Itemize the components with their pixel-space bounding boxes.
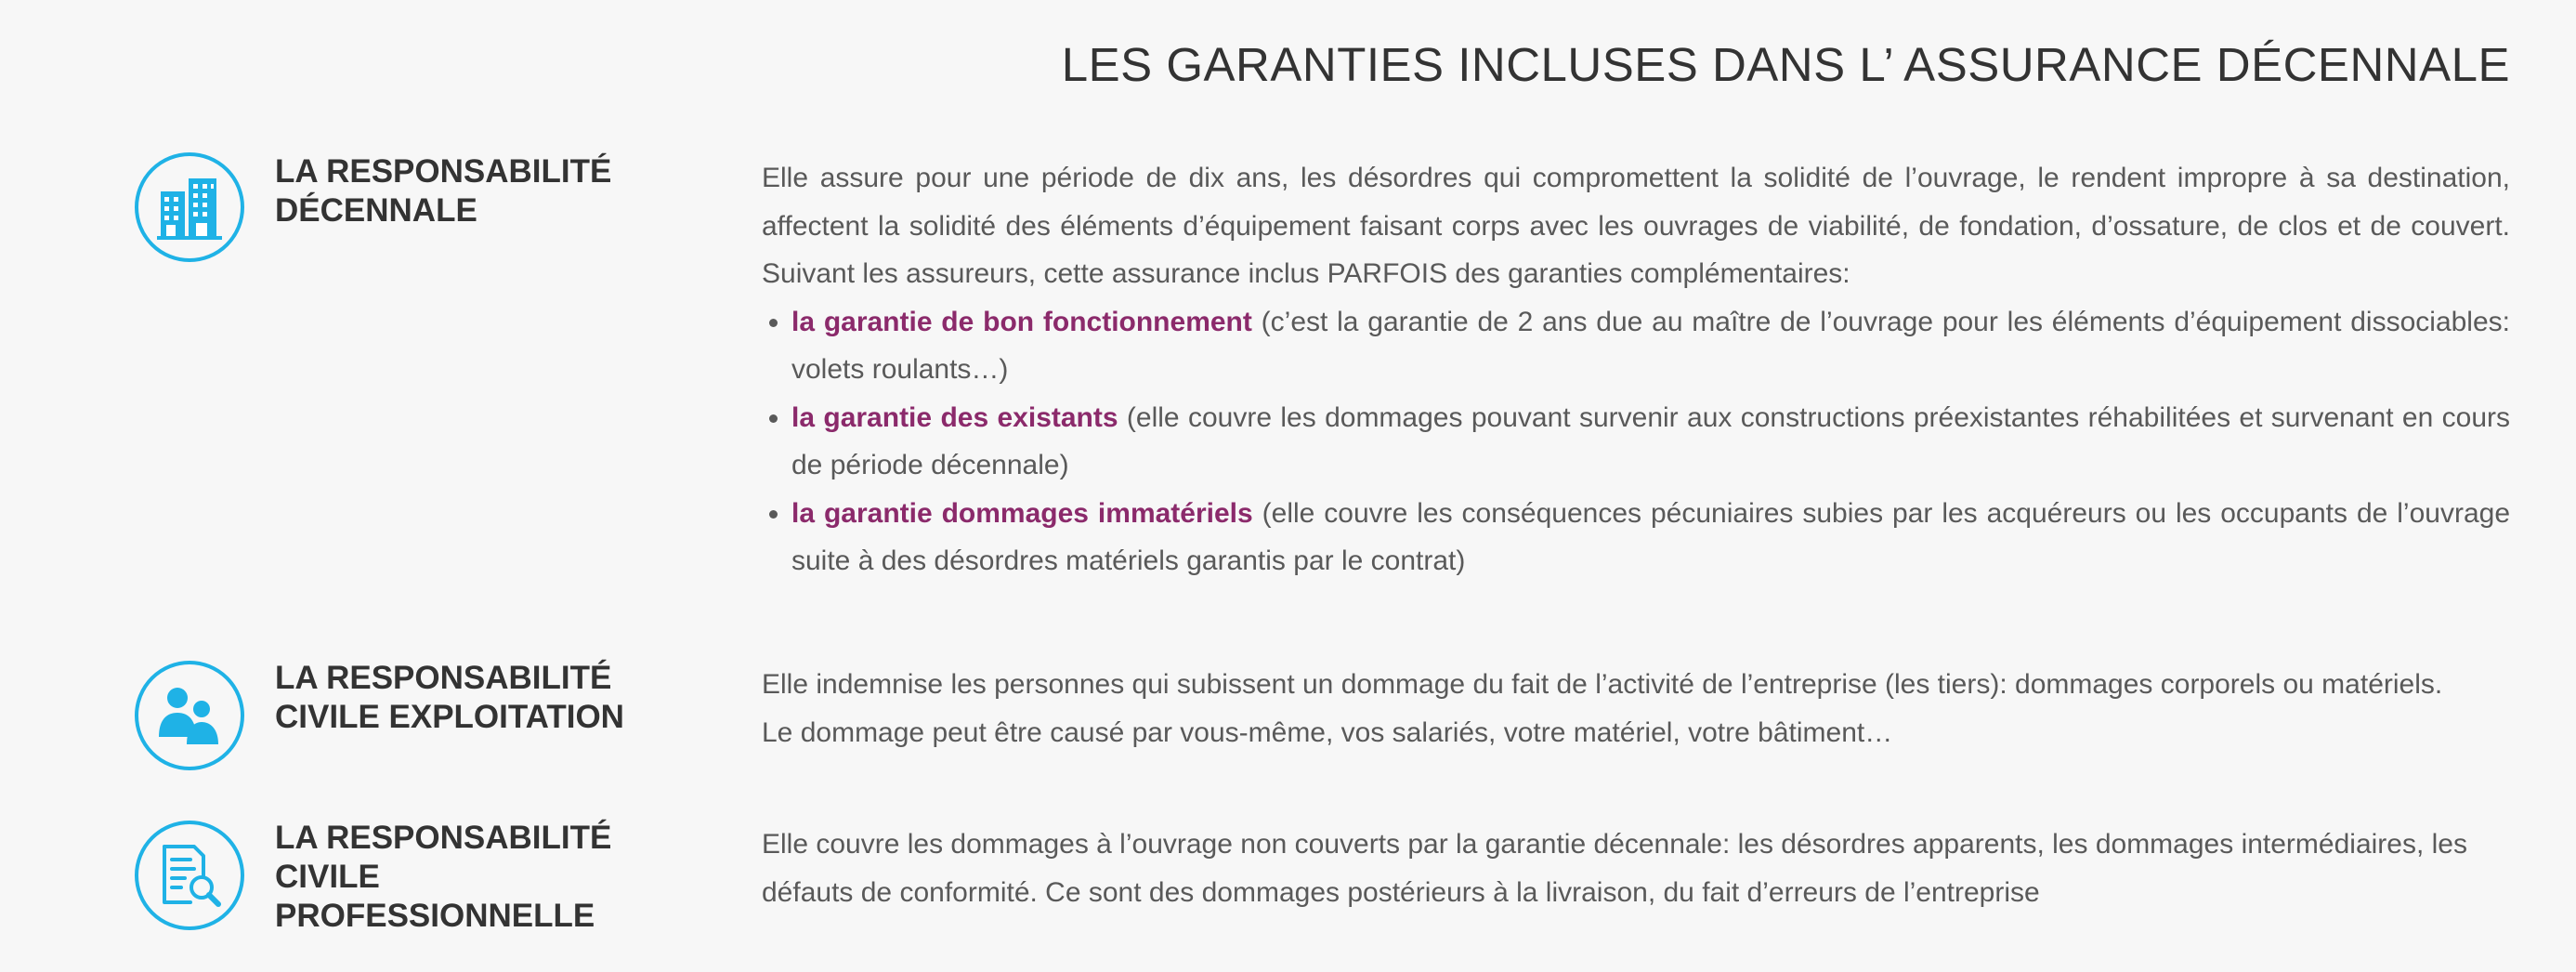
guarantee-term: la garantie des existants <box>791 401 1118 433</box>
guarantee-list <box>762 298 2510 585</box>
buildings-icon <box>135 152 244 262</box>
section-text: Elle couvre les dommages à l’ouvrage non couverts par la garantie décennale: les désordres apparents, les dommages intermédiaires, les défauts de conformité. Ce sont des dommages postérieurs à la livraison, du fait d’erreurs de l’entreprise <box>762 829 2467 908</box>
section-body <box>762 154 2510 585</box>
section-heading: LA RESPONSABILITÉ CIVILE PROFESSIONNELLE <box>275 820 612 934</box>
guarantee-term: la garantie dommages immatériels <box>791 497 1253 529</box>
guarantee-desc: (c’est la garantie de 2 ans due au maître de l’ouvrage pour les éléments d’équipement dissociables: volets roulants…) <box>791 306 2510 385</box>
list-item <box>791 490 2510 585</box>
guarantee-term: la garantie de bon fonctionnement <box>791 306 1252 337</box>
guarantee-desc: (elle couvre les conséquences pécuniaires subies par les acquéreurs ou les occupants de l’ouvrage suite à des désordres matériels garantis par le contrat) <box>791 497 2511 576</box>
section-body <box>762 821 2510 916</box>
list-item <box>791 394 2510 490</box>
document-search-icon <box>135 821 244 930</box>
section-line: Le dommage peut être causé par vous-même, vos salariés, votre matériel, votre bâtiment… <box>762 716 1893 748</box>
page-title: LES GARANTIES INCLUSES DANS L’ ASSURANCE DÉCENNALE <box>1061 38 2510 91</box>
list-item <box>791 298 2510 394</box>
section-body <box>762 661 2510 756</box>
guarantee-desc: (elle couvre les dommages pouvant survenir aux constructions préexistantes réhabilitées et survenant en cours de période décennale) <box>791 401 2510 480</box>
section-heading: LA RESPONSABILITÉ CIVILE EXPLOITATION <box>275 660 624 735</box>
section-intro: Elle assure pour une période de dix ans, les désordres qui compromettent la solidité de l’ouvrage, le rendent impropre à sa destination, affectent la solidité des éléments d’équipement faisant corps avec les ouvrages de viabilité, de fondation, d’ossature, de clos et de couvert. Suivant les assureurs, cette assurance inclus PARFOIS des garanties complémentaires: <box>762 163 2510 289</box>
section-line: Elle indemnise les personnes qui subissent un dommage du fait de l’activité de l’entreprise (les tiers): dommages corporels ou matériels. <box>762 669 2443 700</box>
people-icon <box>135 661 244 770</box>
section-heading: LA RESPONSABILITÉ DÉCENNALE <box>275 153 612 229</box>
